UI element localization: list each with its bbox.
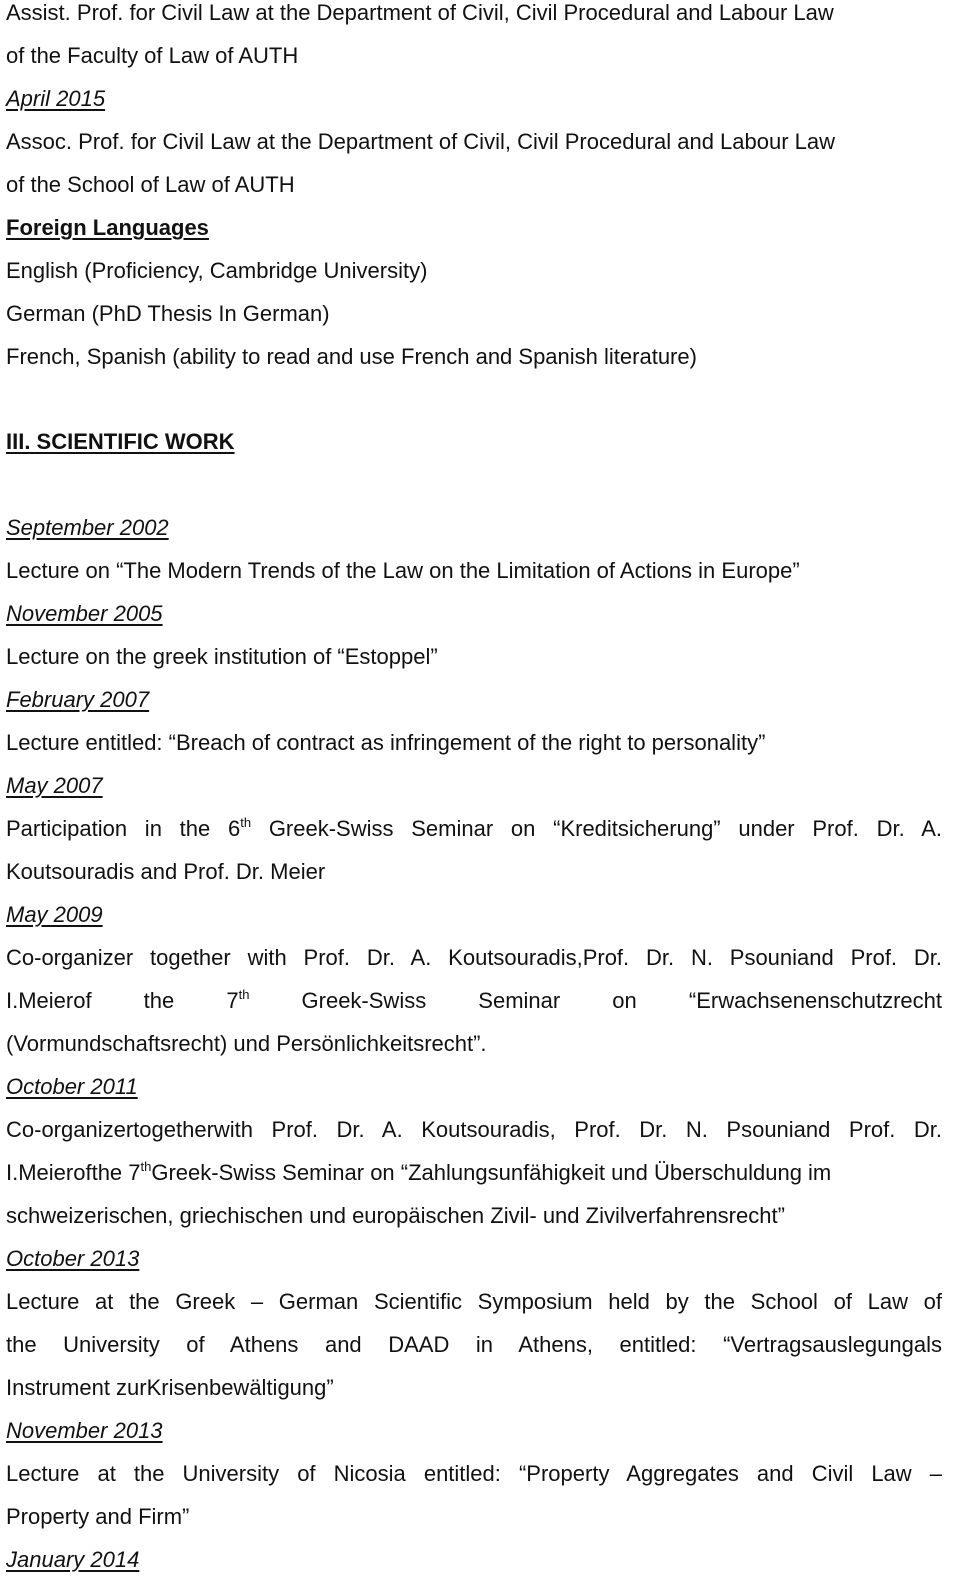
entry-text-line: Lecture at the Greek – German Scientific Symposium held by the School of Law of	[6, 1289, 942, 1314]
entry-text-part: Greek-Swiss Seminar on “Kreditsicherung” under Prof. Dr. A.	[251, 816, 943, 841]
assoc-prof-line-1: Assoc. Prof. for Civil Law at the Department of Civil, Civil Procedural and Labour Law	[6, 129, 836, 154]
language-item: German (PhD Thesis In German)	[6, 301, 330, 326]
entry-date: November 2013	[6, 1418, 163, 1443]
entry-text-part: Greek-Swiss Seminar on “Zahlungsunfähigkeit und Überschuldung im	[151, 1160, 832, 1185]
entry-text-line	[6, 1160, 831, 1186]
assoc-prof-line-2: of the School of Law of AUTH	[6, 172, 295, 197]
entry-text-line: Co-organizertogetherwith Prof. Dr. A. Koutsouradis, Prof. Dr. N. Psouniand Prof. Dr.	[6, 1117, 942, 1142]
entry-text-line	[6, 988, 942, 1014]
superscript: th	[238, 987, 250, 1002]
entry-text: Lecture on the greek institution of “Estoppel”	[6, 644, 438, 669]
entry-date: October 2011	[6, 1074, 138, 1099]
entry-date: September 2002	[6, 515, 169, 540]
entry-date: May 2009	[6, 902, 103, 927]
entry-date: October 2013	[6, 1246, 140, 1271]
assist-prof-line-1: Assist. Prof. for Civil Law at the Department of Civil, Civil Procedural and Labour Law	[6, 0, 834, 25]
language-item: French, Spanish (ability to read and use French and Spanish literature)	[6, 344, 697, 369]
superscript: th	[140, 1159, 152, 1174]
superscript: th	[240, 815, 252, 830]
entry-text-line: Instrument zurKrisenbewältigung”	[6, 1375, 334, 1400]
entry-date: January 2014	[6, 1547, 140, 1572]
assoc-prof-date: April 2015	[6, 86, 106, 111]
entry-text-line: Property and Firm”	[6, 1504, 190, 1529]
entry-text-line: the University of Athens and DAAD in Athens, entitled: “Vertragsauslegungals	[6, 1332, 942, 1357]
entry-text-line: Koutsouradis and Prof. Dr. Meier	[6, 859, 326, 884]
entry-text-line: schweizerischen, griechischen und europäischen Zivil- und Zivilverfahrensrecht”	[6, 1203, 785, 1228]
entry-text-part: I.Meierof the 7	[6, 988, 239, 1013]
scientific-work-heading: III. SCIENTIFIC WORK	[6, 429, 235, 454]
entry-text-line: Lecture at the University of Nicosia entitled: “Property Aggregates and Civil Law –	[6, 1461, 942, 1486]
assist-prof-line-2: of the Faculty of Law of AUTH	[6, 43, 299, 68]
entry-text-line	[6, 816, 942, 842]
entry-date: November 2005	[6, 601, 163, 626]
entry-text: Lecture on “The Modern Trends of the Law on the Limitation of Actions in Europe”	[6, 558, 800, 583]
entry-text-line: Co-organizer together with Prof. Dr. A. Koutsouradis,Prof. Dr. N. Psouniand Prof. Dr.	[6, 945, 942, 970]
languages-heading: Foreign Languages	[6, 215, 209, 240]
entry-text-line: (Vormundschaftsrecht) und Persönlichkeitsrecht”.	[6, 1031, 487, 1056]
entry-text-part: Greek-Swiss Seminar on “Erwachsenenschutzrecht	[249, 988, 942, 1013]
entry-text: Lecture entitled: “Breach of contract as infringement of the right to personality”	[6, 730, 766, 755]
entry-date: May 2007	[6, 773, 103, 798]
entry-text-part: Participation in the 6	[6, 816, 241, 841]
entry-date: February 2007	[6, 687, 150, 712]
language-item: English (Proficiency, Cambridge University)	[6, 258, 428, 283]
entry-text-part: I.Meierofthe 7	[6, 1160, 141, 1185]
